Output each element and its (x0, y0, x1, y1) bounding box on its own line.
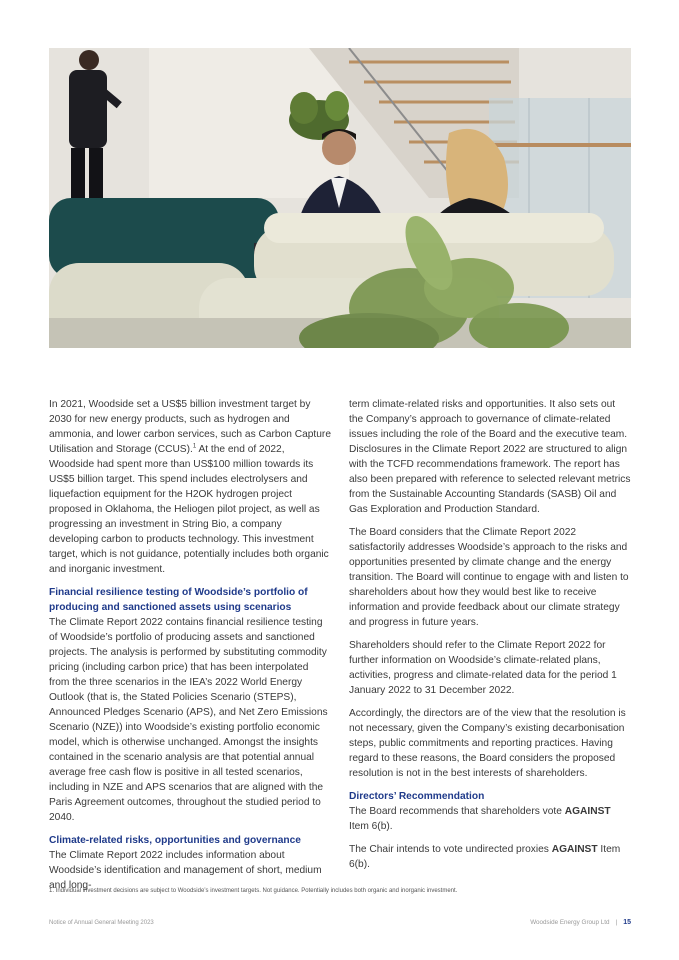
text-run: Shareholders should refer to the Climate Report 2022 for further information on Woodside’s climate-related plans, activities, progress and climate-related data for the period 1 January 2022 to 31 December 2022. (349, 640, 617, 696)
body-paragraph (349, 804, 631, 834)
text-run: Item 6(b). (349, 821, 393, 832)
footnote-marker: 1 (192, 443, 197, 450)
hero-photo (49, 48, 631, 348)
left-column (49, 397, 331, 901)
text-run: Financial resilience testing of Woodside’s portfolio of producing and sanctioned assets using scenarios (49, 587, 308, 613)
footer-document-title: Notice of Annual General Meeting 2023 (49, 920, 154, 926)
body-paragraph (349, 397, 631, 517)
footer-right (530, 919, 631, 926)
text-run: term climate-related risks and opportunities. It also sets out the Company’s approach to governance of climate-related issues including the role of the Board and the executive team. Disclosures in the Climate Report 2022 are structured to align with the TCFD recommendations framework. The report has also been prepared with reference to selected relevant metrics from the Sustainable Accounting Standards (SASB) Oil and Gas Exploration and Production Standard. (349, 399, 631, 515)
text-run: The Chair intends to vote undirected proxies (349, 844, 552, 855)
emphasis: AGAINST (551, 844, 598, 855)
footer-separator: | (615, 919, 618, 926)
body-paragraph (349, 638, 631, 698)
text-run: The Board considers that the Climate Report 2022 satisfactorily addresses Woodside’s approach to the risks and opportunities presented by climate change and the energy transition. The Board will continue to engage with and listen to shareholders about how they would best like to receive information and provide feedback about our climate strategy and progress in future years. (349, 527, 629, 628)
section-heading (49, 585, 331, 615)
text-run: Climate-related risks, opportunities and governance (49, 835, 301, 846)
text-run: Accordingly, the directors are of the view that the resolution is not necessary, given the Company’s existing decarbonisation steps, public commitments and reporting practices. Having regard to these reasons, the Board considers the proposed resolution is not in the best interests of shareholders. (349, 708, 626, 779)
text-run: Item 6(b). (349, 844, 621, 870)
footnote: 1. Individual investment decisions are subject to Woodside’s investment targets. Not guidance. Potentially includes both organic and inorganic investment. (49, 888, 458, 894)
text-run: In 2021, Woodside set a US$5 billion investment target by 2030 for new energy products, such as hydrogen and ammonia, and lower carbon services, such as Carbon Capture Utilisation and Storage (CCUS). (49, 399, 331, 455)
body-paragraph (349, 706, 631, 781)
body-paragraph (49, 397, 331, 577)
text-run: The Climate Report 2022 contains financial resilience testing of Woodside’s portfolio of producing assets and sanctioned projects. The analysis is performed by substituting commodity pricing (including carbon price) that has been interpolated from the three scenarios in the IEA’s 2022 World Energy Outlook (that is, the Stated Policies Scenario (STEPS), Announced Pledges Scenario (APS), and Net Zero Emissions Scenario (NZE)) into Woodside’s existing portfolio economic model, which is otherwise unchanged. Amongst the insights contained in the scenario analysis are that potential annual average free cash flow is positive in all tested scenarios, including in NZE and APS scenarios that are aligned with the Paris Agreement outcomes, throughout the studied period to 2040. (49, 617, 328, 823)
body-paragraph (349, 525, 631, 630)
text-run: The Climate Report 2022 includes information about Woodside’s identification and management of short, medium and long- (49, 850, 322, 891)
body-paragraph (349, 842, 631, 872)
page-number: 15 (623, 919, 631, 926)
body-paragraph (49, 848, 331, 893)
text-run: The Board recommends that shareholders vote (349, 806, 565, 817)
text-run: Directors’ Recommendation (349, 791, 485, 802)
text-run: At the end of 2022, Woodside had spent more than US$100 million towards its US$5 billion target. This spend includes electrolysers and liquefaction equipment for the H2OK hydrogen project proposed in Oklahoma, the Heliogen pilot project, as well as progressing an investment in String Bio, a company developing carbon to products technology. This investment target, which is not guidance, potentially includes both organic and inorganic investment. (49, 444, 329, 575)
right-column (349, 397, 631, 880)
office-scene-illustration (49, 48, 631, 348)
footer-company: Woodside Energy Group Ltd (530, 919, 610, 926)
section-heading (49, 833, 331, 848)
emphasis: AGAINST (564, 806, 611, 817)
body-paragraph (49, 615, 331, 825)
section-heading (349, 789, 631, 804)
